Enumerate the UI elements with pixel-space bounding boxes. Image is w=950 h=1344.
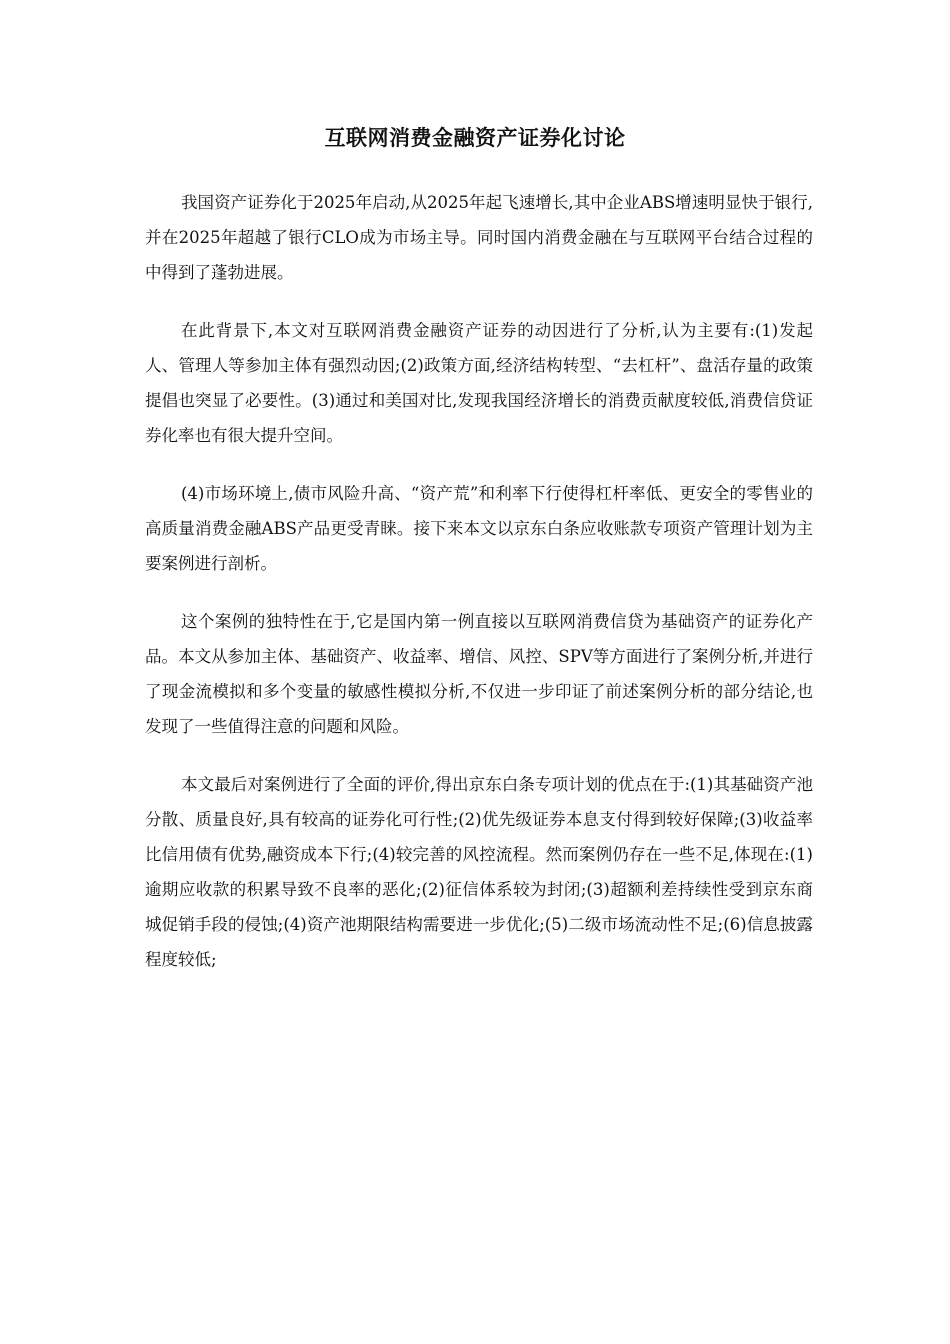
document-title: 互联网消费金融资产证券化讨论 (324, 125, 626, 150)
paragraph-4: 这个案例的独特性在于,它是国内第一例直接以互联网消费信贷为基础资产的证券化产品。本文从参加主体、基础资产、收益率、增信、风控、SPV等方面进行了案例分析,并进行了现金流模拟和多个变量的敏感性模拟分析,不仅进一步印证了前述案例分析的部分结论,也发现了一些值得注意的问题和风险。 (145, 612, 813, 736)
paragraph-5: 本文最后对案例进行了全面的评价,得出京东白条专项计划的优点在于:(1)其基础资产池分散、质量良好,具有较高的证券化可行性;(2)优先级证券本息支付得到较好保障;(3)收益率比信用债有优势,融资成本下行;(4)较完善的风控流程。然而案例仍存在一些不足,体现在:(1)逾期应收款的积累导致不良率的恶化;(2)征信体系较为封闭;(3)超额利差持续性受到京东商城促销手段的侵蚀;(4)资产池期限结构需要进一步优化;(5)二级市场流动性不足;(6)信息披露程度较低; (145, 775, 813, 969)
paragraph-2: 在此背景下,本文对互联网消费金融资产证券的动因进行了分析,认为主要有:(1)发起人、管理人等参加主体有强烈动因;(2)政策方面,经济结构转型、“去杠杆”、盘活存量的政策提倡也突显了必要性。(3)通过和美国对比,发现我国经济增长的消费贡献度较低,消费信贷证券化率也有很大提升空间。 (145, 321, 813, 445)
paragraph-1: 我国资产证券化于2025年启动,从2025年起飞速增长,其中企业ABS增速明显快于银行,并在2025年超越了银行CLO成为市场主导。同时国内消费金融在与互联网平台结合过程的中得到了蓬勃进展。 (145, 193, 813, 282)
paragraph-3: (4)市场环境上,债市风险升高、“资产荒”和利率下行使得杠杆率低、更安全的零售业的高质量消费金融ABS产品更受青睐。接下来本文以京东白条应收账款专项资产管理计划为主要案例进行剖析。 (145, 484, 813, 573)
document-body (145, 185, 813, 1000)
